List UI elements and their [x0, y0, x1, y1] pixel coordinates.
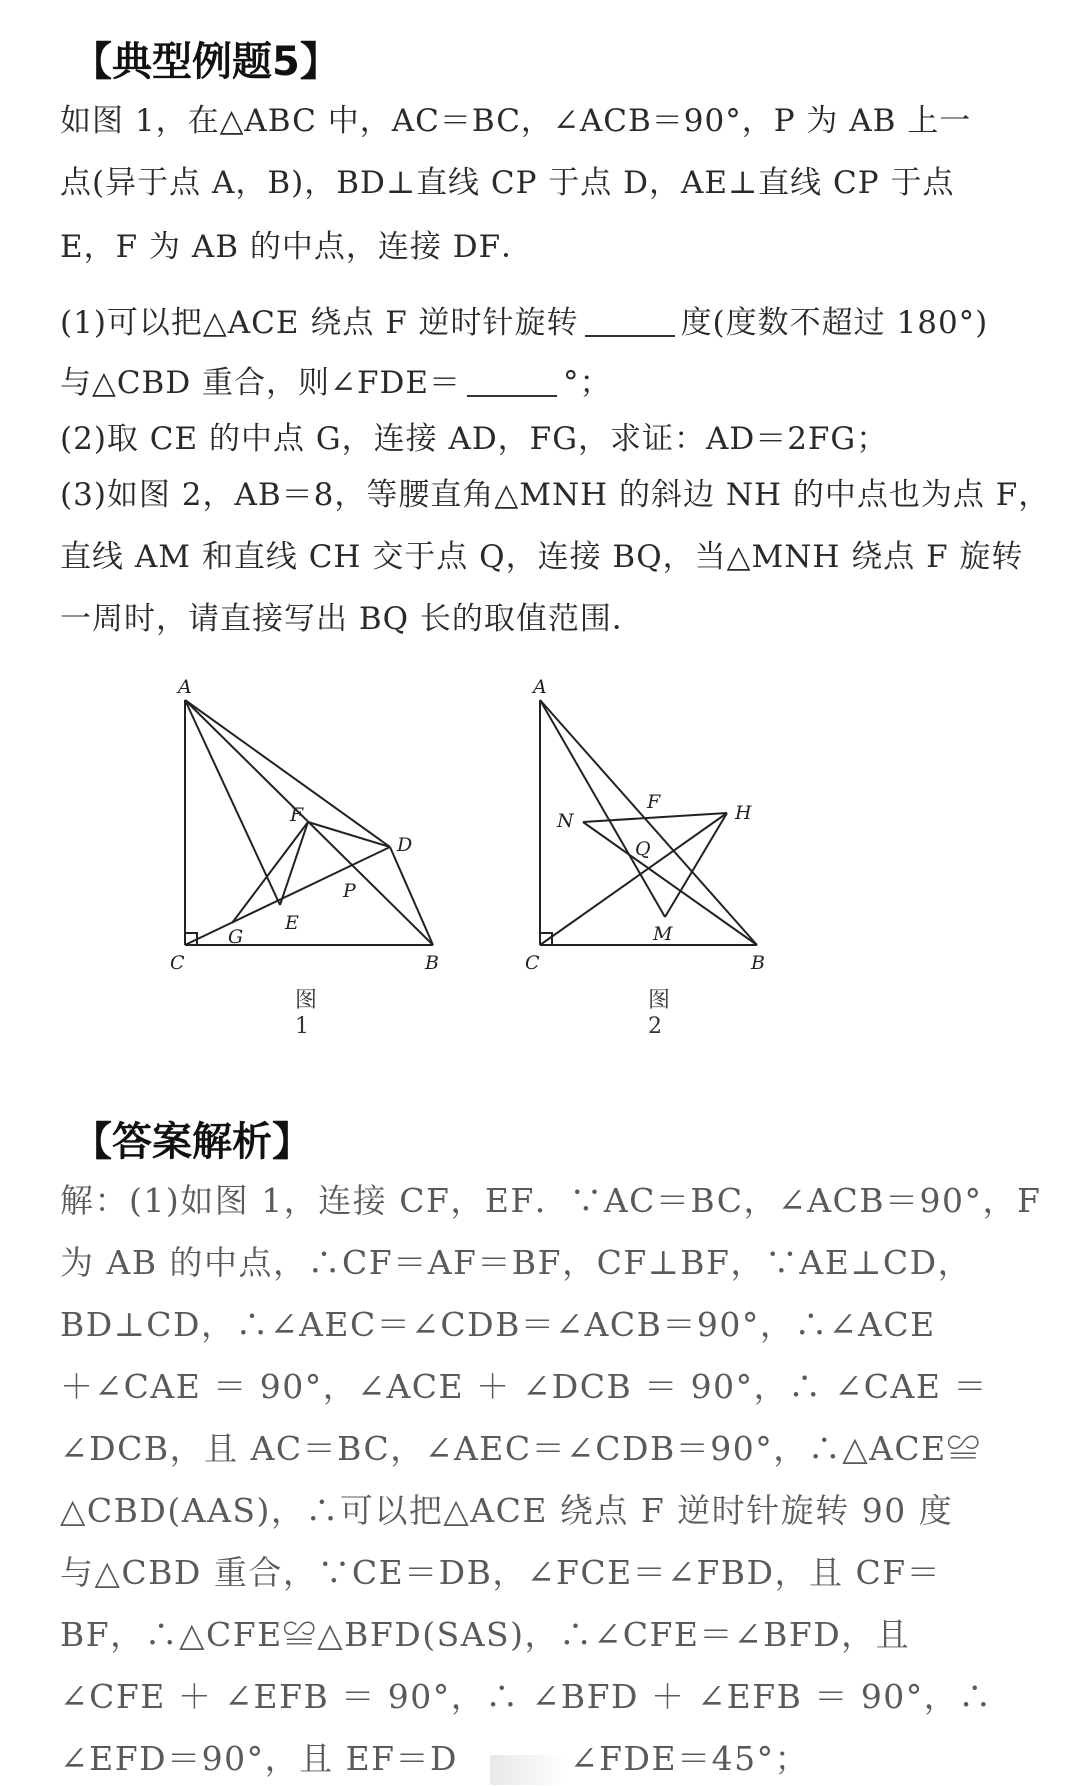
label-M: M [653, 923, 673, 945]
obscured-region [490, 1755, 568, 1785]
question-1-text-c: 与△CBD 重合，则∠FDE＝ [60, 365, 462, 401]
answer-line: 与△CBD 重合，∵CE＝DB，∠FCE＝∠FBD，且 CF＝ [60, 1553, 942, 1592]
label-B: B [751, 952, 765, 974]
label-D: D [397, 834, 413, 856]
figure-2-caption: 图2 [648, 988, 671, 1039]
answer-line: △CBD(AAS)，∴可以把△ACE 绕点 F 逆时针旋转 90 度 [60, 1491, 954, 1530]
question-3-line: 直线 AM 和直线 CH 交于点 Q，连接 BQ，当△MNH 绕点 F 旋转 [60, 539, 1024, 575]
label-Q: Q [635, 838, 651, 860]
answer-line: ∠EFD＝90°，且 EF＝D [60, 1739, 459, 1778]
answer-line: BD⊥CD，∴∠AEC＝∠CDB＝∠ACB＝90°，∴∠ACE [60, 1305, 936, 1344]
segment-FG [232, 822, 308, 923]
answer-line: ∠CFE ＋ ∠EFB ＝ 90°，∴ ∠BFD ＋ ∠EFB ＝ 90°，∴ [60, 1677, 993, 1716]
question-3-line: 一周时，请直接写出 BQ 长的取值范围． [60, 601, 644, 637]
question-3-line: (3)如图 2，AB＝8，等腰直角△MNH 的斜边 NH 的中点也为点 F， [60, 477, 1051, 513]
question-1-text-d: °； [563, 365, 612, 401]
segment-AE [185, 700, 280, 905]
problem-line: E，F 为 AB 的中点，连接 DF． [60, 229, 534, 265]
question-1-line-1 [60, 297, 988, 342]
problem-heading: 【典型例题5】 [72, 39, 340, 85]
label-C: C [525, 952, 540, 974]
segment-NH [583, 813, 727, 822]
answer-blank-1 [585, 334, 675, 337]
label-P: P [343, 880, 356, 902]
label-F: F [647, 791, 661, 813]
label-C: C [170, 952, 185, 974]
answer-line: BF，∴△CFE≌△BFD(SAS)，∴∠CFE＝∠BFD，且 [60, 1615, 911, 1654]
label-F: F [290, 804, 304, 826]
answer-line: ＋∠CAE ＝ 90°，∠ACE ＋ ∠DCB ＝ 90°，∴ ∠CAE ＝ [60, 1367, 988, 1406]
label-A: A [533, 676, 547, 698]
segment-AD [185, 700, 390, 847]
figure-1-caption: 图1 [295, 988, 318, 1039]
label-N: N [557, 810, 574, 832]
question-1-text-a: (1)可以把△ACE 绕点 F 逆时针旋转 [60, 305, 579, 341]
question-1-line-2 [60, 357, 612, 402]
label-A: A [178, 676, 192, 698]
figure-2-diagram [495, 665, 825, 985]
segment-BD [390, 847, 433, 945]
question-2: (2)取 CE 的中点 G，连接 AD，FG，求证：AD＝2FG； [60, 421, 889, 457]
answer-line: 为 AB 的中点，∴CF＝AF＝BF，CF⊥BF，∵AE⊥CD， [60, 1243, 973, 1282]
label-H: H [735, 802, 752, 824]
label-G: G [228, 926, 244, 948]
question-1-text-b: 度(度数不超过 180°) [680, 305, 989, 341]
label-B: B [425, 952, 439, 974]
label-E: E [285, 912, 299, 934]
answer-line: 解：(1)如图 1，连接 CF，EF．∵AC＝BC，∠ACB＝90°，F [60, 1181, 1042, 1220]
answer-line-end: ∠FDE＝45°； [570, 1739, 810, 1778]
answer-blank-2 [467, 394, 557, 397]
answer-line: ∠DCB，且 AC＝BC，∠AEC＝∠CDB＝90°，∴△ACE≌ [60, 1429, 982, 1468]
problem-line: 点(异于点 A，B)，BD⊥直线 CP 于点 D，AE⊥直线 CP 于点 [60, 165, 955, 201]
answer-heading: 【答案解析】 [72, 1119, 312, 1165]
figure-1-diagram [140, 665, 460, 985]
problem-line: 如图 1，在△ABC 中，AC＝BC，∠ACB＝90°，P 为 AB 上一 [60, 103, 972, 139]
